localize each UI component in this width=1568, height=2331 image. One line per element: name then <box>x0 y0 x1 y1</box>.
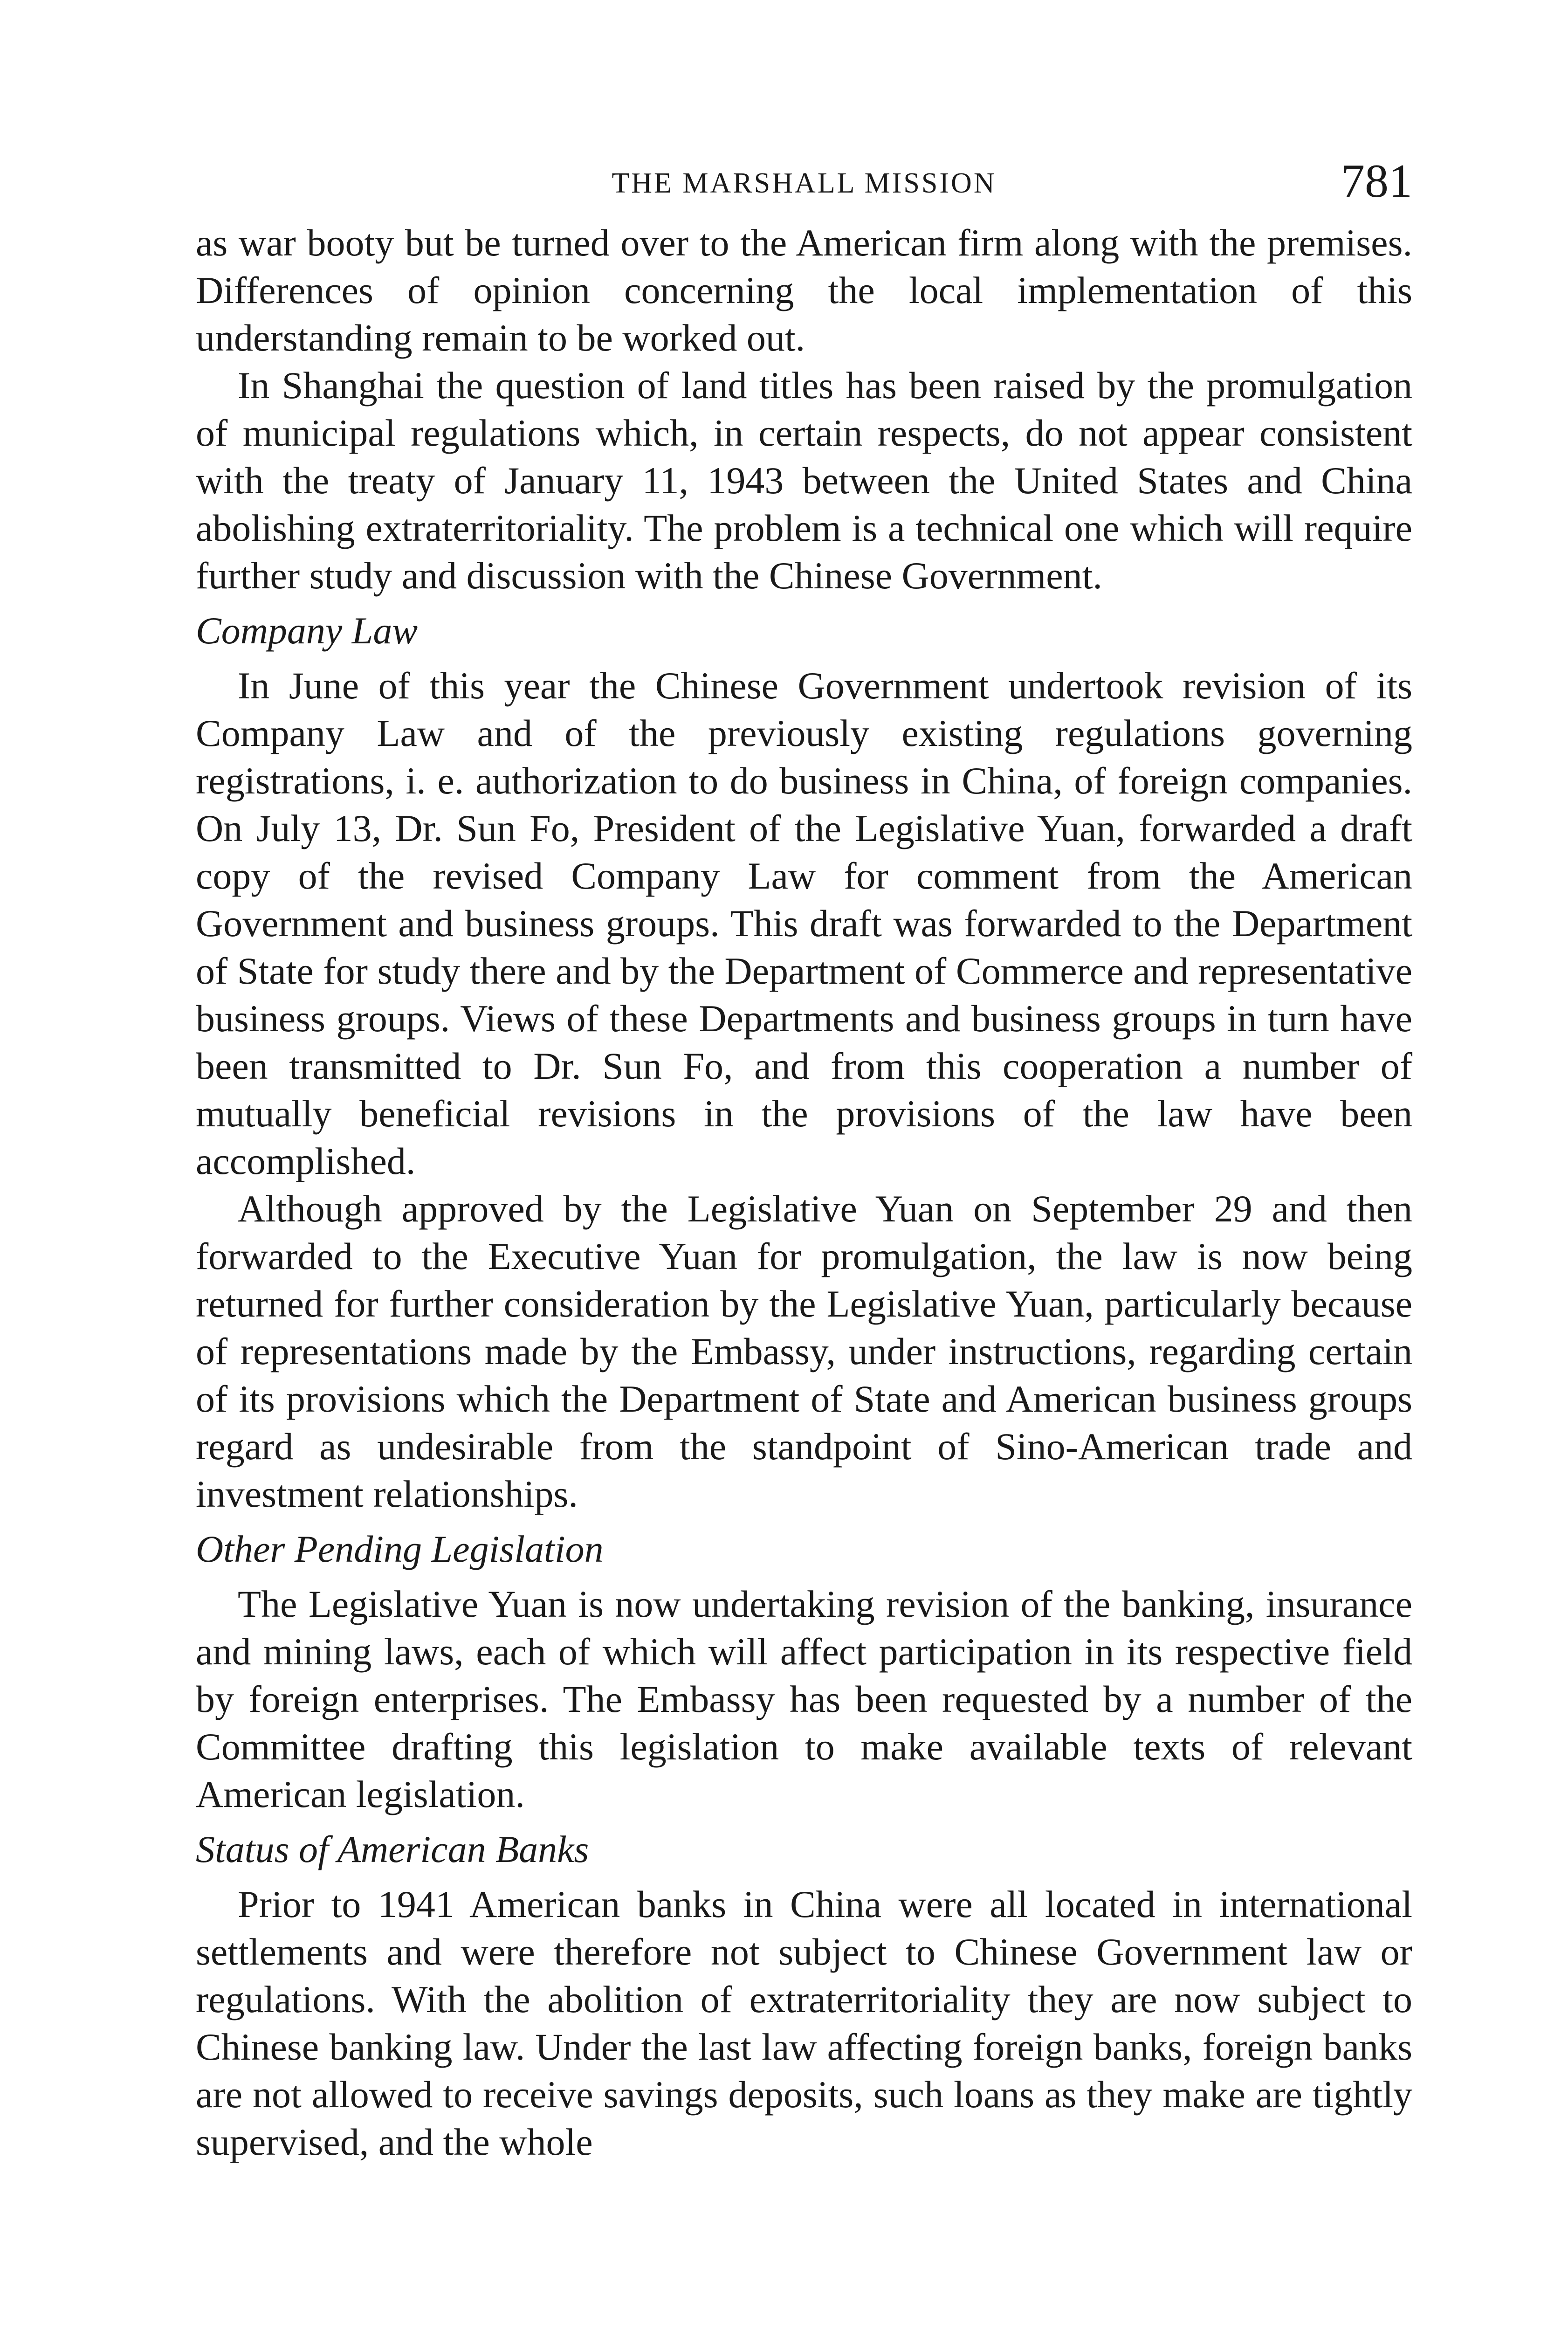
paragraph-company-law-revision: In June of this year the Chinese Government undertook revision of its Company Law and of the previously existing regulations governing registrations, i. e. authorization to do business in China, of foreign companies. On July 13, Dr. Sun Fo, President of the Legislative Yuan, forwarded a draft copy of the revised Company Law for comment from the American Government and business groups. This draft was forwarded to the Department of State for study there and by the Department of Commerce and representative business groups. Views of these Departments and business groups in turn have been transmitted to Dr. Sun Fo, and from this cooperation a number of mutually beneficial revisions in the provisions of the law have been accomplished. <box>196 664 1412 1182</box>
paragraph-shanghai-land-titles: In Shanghai the question of land titles has been raised by the promulgation of municipal regulations which, in certain respects, do not appear consistent with the treaty of January 11, 1943 between the United States and China abolishing extraterritoriality. The problem is a technical one which will require further study and discussion with the Chinese Government. <box>196 364 1412 597</box>
running-header <box>196 154 1412 210</box>
paragraph-company-law-approval: Although approved by the Legislative Yuan on September 29 and then forwarded to the Executive Yuan for promulgation, the law is now being returned for further consideration by the Legislative Yuan, particularly because of representations made by the Embassy, under instructions, regarding certain of its provisions which the Department of State and American business groups regard as undesirable from the standpoint of Sino-American trade and investment relationships. <box>196 1187 1412 1515</box>
section-heading-company-law: Company Law <box>196 609 418 652</box>
section-heading-status-american-banks: Status of American Banks <box>196 1828 589 1870</box>
paragraph-pending-legislation: The Legislative Yuan is now undertaking revision of the banking, insurance and mining laws, each of which will affect participation in its respective field by foreign enterprises. The Embassy has been requested by a number of the Committee drafting this legislation to make available texts of relevant American legislation. <box>196 1583 1412 1815</box>
page-body <box>196 219 1412 2166</box>
section-heading-other-pending-legislation: Other Pending Legislation <box>196 1528 604 1570</box>
running-title: THE MARSHALL MISSION <box>612 167 997 199</box>
paragraph-american-banks: Prior to 1941 American banks in China were all located in international settlements and were therefore not subject to Chinese Government law or regulations. With the abolition of extraterritoriality they are now subject to Chinese banking law. Under the last law affecting foreign banks, foreign banks are not allowed to receive savings deposits, such loans as they make are tightly supervised, and the whole <box>196 1883 1412 2163</box>
paragraph-continuation: as war booty but be turned over to the American firm along with the premises. Differences of opinion concerning the local implementation of this understanding remain to be worked out. <box>196 221 1412 359</box>
page-number: 781 <box>1341 155 1412 207</box>
